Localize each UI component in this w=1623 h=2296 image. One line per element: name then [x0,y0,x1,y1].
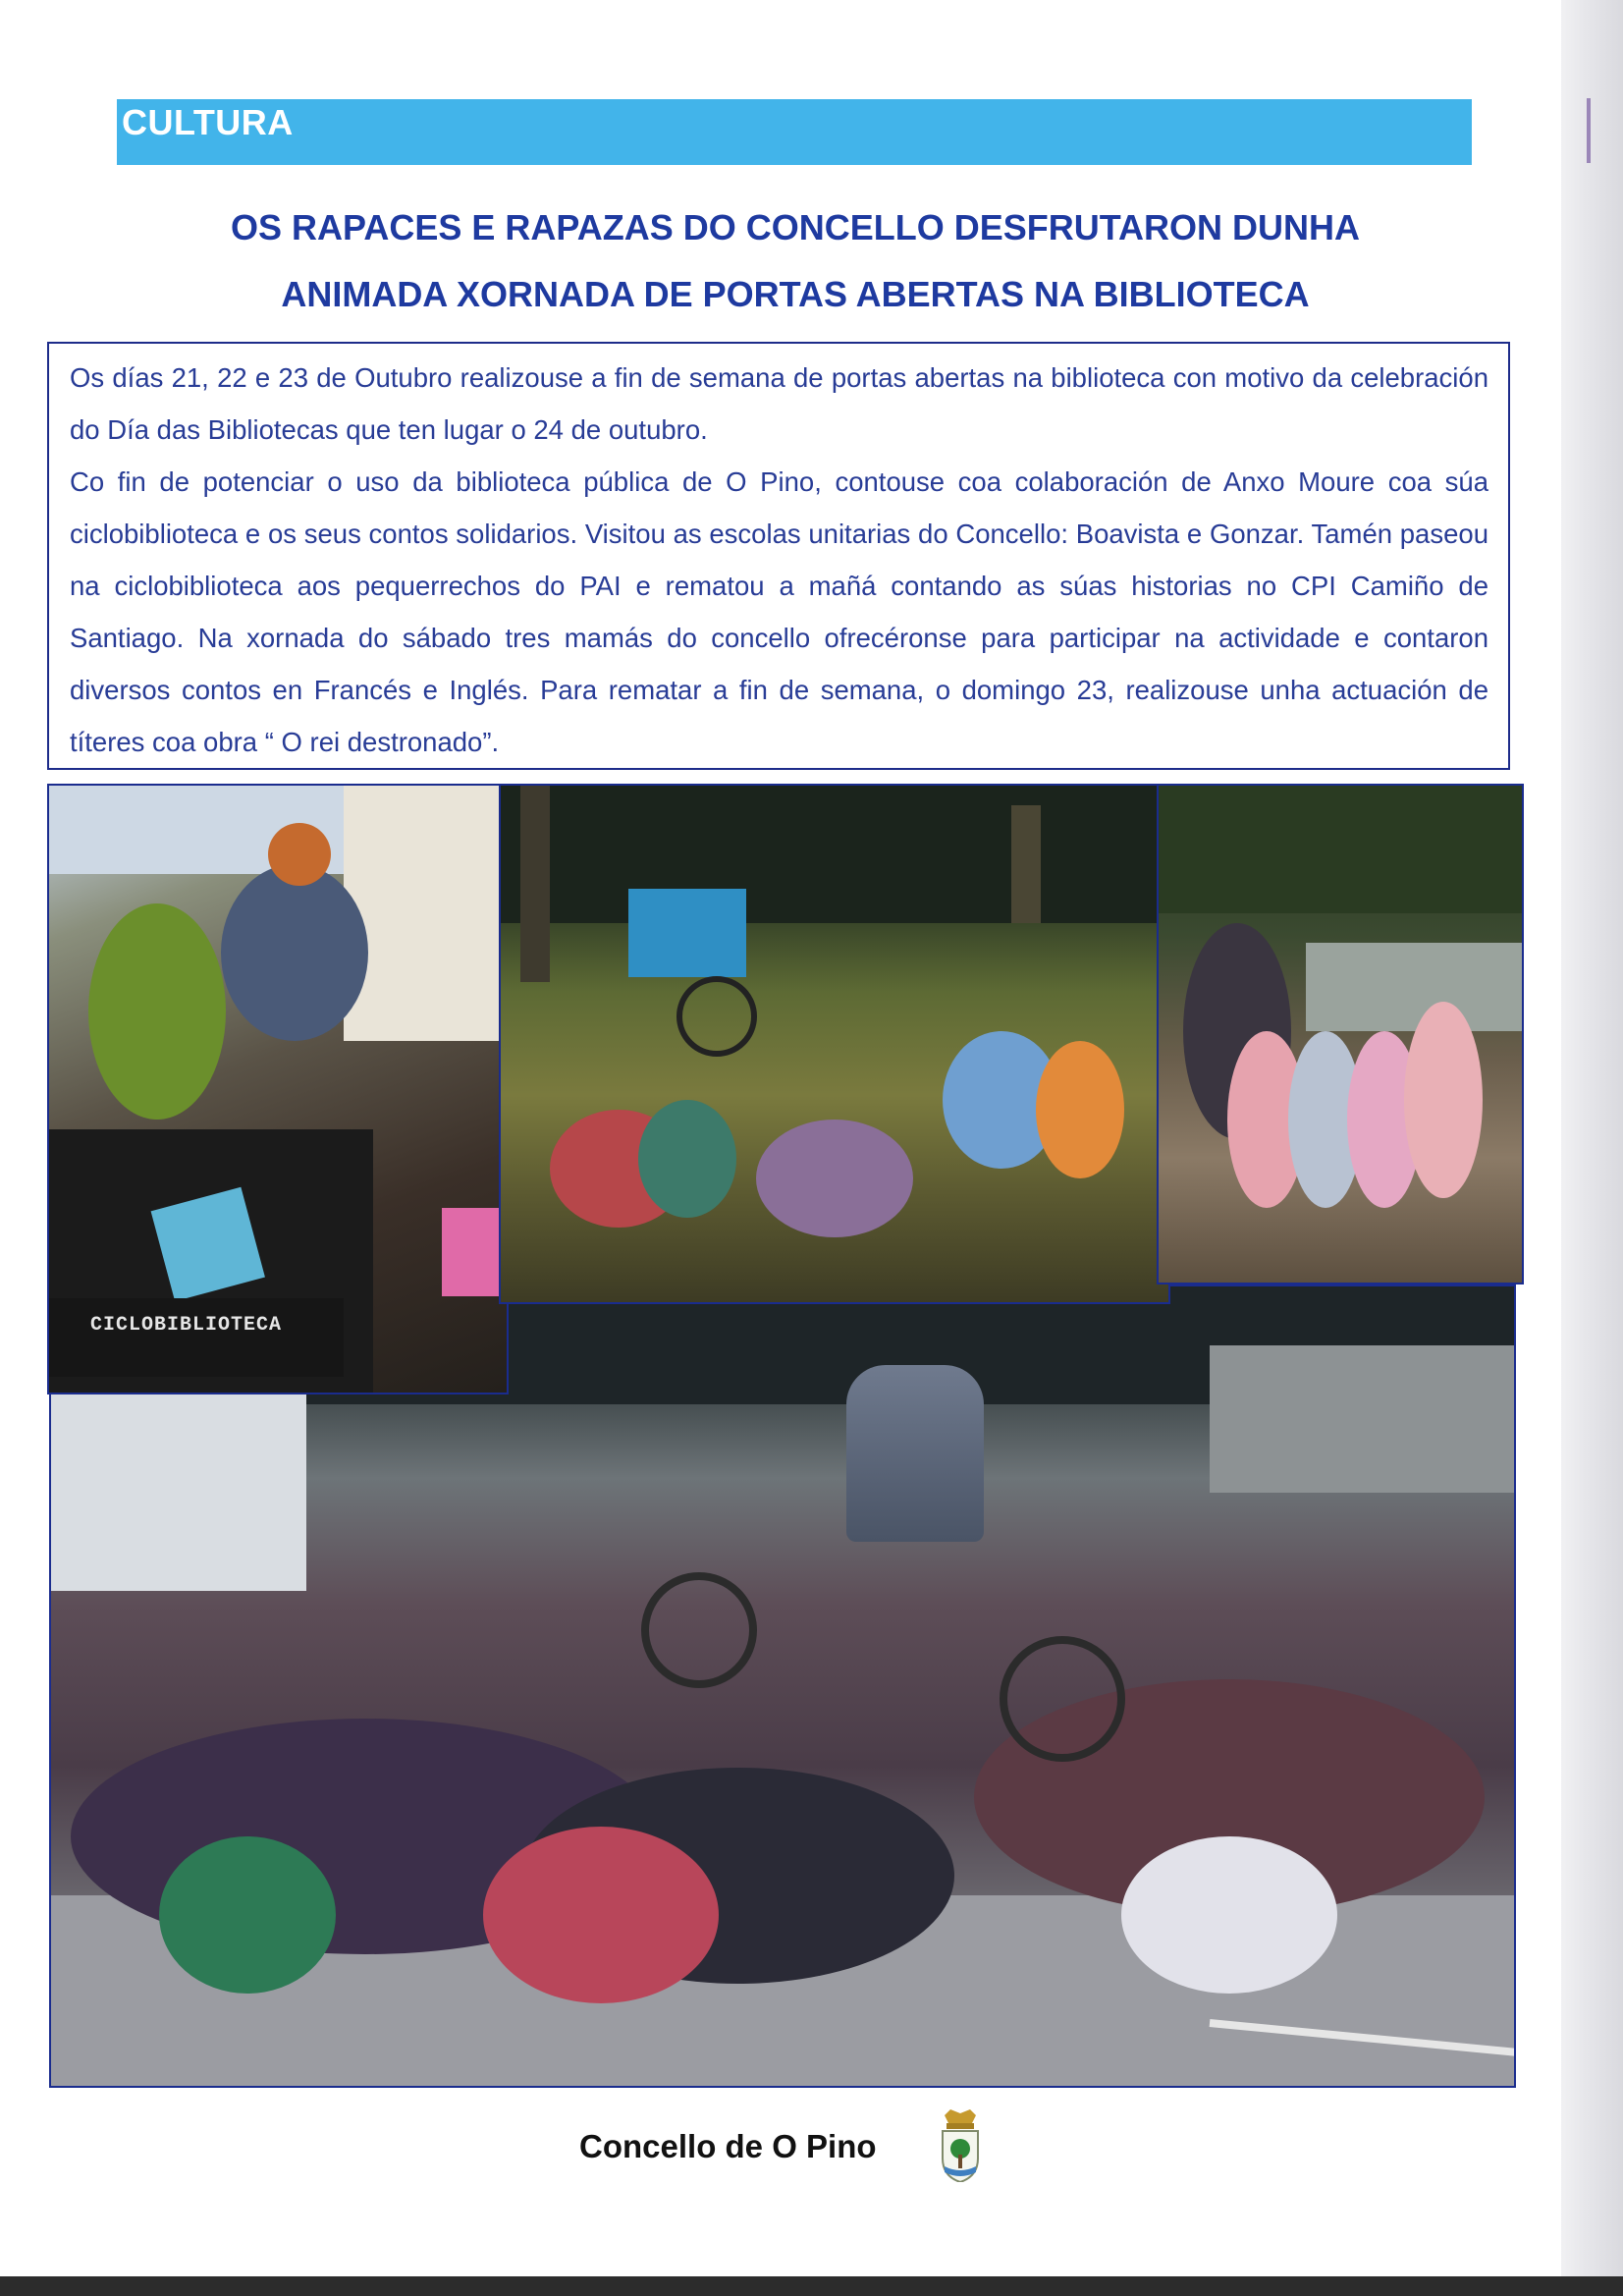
article-headline [118,194,1473,328]
sign-text: CICLOBIBLIOTECA [90,1314,283,1337]
headline-line-1: OS RAPACES E RAPAZAS DO CONCELLO DESFRUTARON DUNHA [230,207,1361,247]
photo-park-storytelling [499,784,1170,1304]
photo-hug-scene [1159,786,1524,1285]
headline-line-2: ANIMADA XORNADA DE PORTAS ABERTAS NA BIBLIOTECA [281,274,1310,314]
scan-bottom-edge [0,2276,1623,2296]
page-edge-mark [1587,98,1591,163]
page-edge [1561,0,1623,2296]
section-bar [117,99,1472,165]
footer-text: Concello de O Pino [579,2128,877,2164]
cyclist-figure [846,1365,984,1542]
ciclobiblioteca-sign [49,1298,344,1377]
article-text-box [47,342,1510,770]
photo-schoolyard-scene [51,1286,1516,2088]
section-label: CULTURA [122,102,294,142]
article-paragraph-2: Co fin de potenciar o uso da biblioteca pública de O Pino, contouse coa colaboración de Anxo Moure coa súa ciclobiblioteca e os seus contos solidarios. Visitou as escolas unitarias do Concello: Boavista e Gonzar. Tamén paseou na ciclobiblioteca aos pequerrechos do PAI e rematou a mañá contando as súas historias no CPI Camiño de Santiago. Na xornada do sábado tres mamás do concello ofrecéronse para participar na actividade e contaron diversos contos en Francés e Inglés. Para rematar a fin de semana, o domingo 23, realizouse unha actuación de títeres coa obra “ O rei destronado”. [70,466,1488,757]
article-paragraph-1: Os días 21, 22 e 23 de Outubro realizouse a fin de semana de portas abertas na biblioteca con motivo da celebración do Día das Bibliotecas que ten lugar o 24 de outubro. [70,362,1488,445]
photo-children-hug [1157,784,1524,1285]
photo-park-scene [501,786,1170,1304]
coat-of-arms-icon [937,2109,984,2182]
photo-schoolyard-storytelling [49,1285,1516,2088]
photo-ciclobiblioteca-child [47,784,509,1394]
